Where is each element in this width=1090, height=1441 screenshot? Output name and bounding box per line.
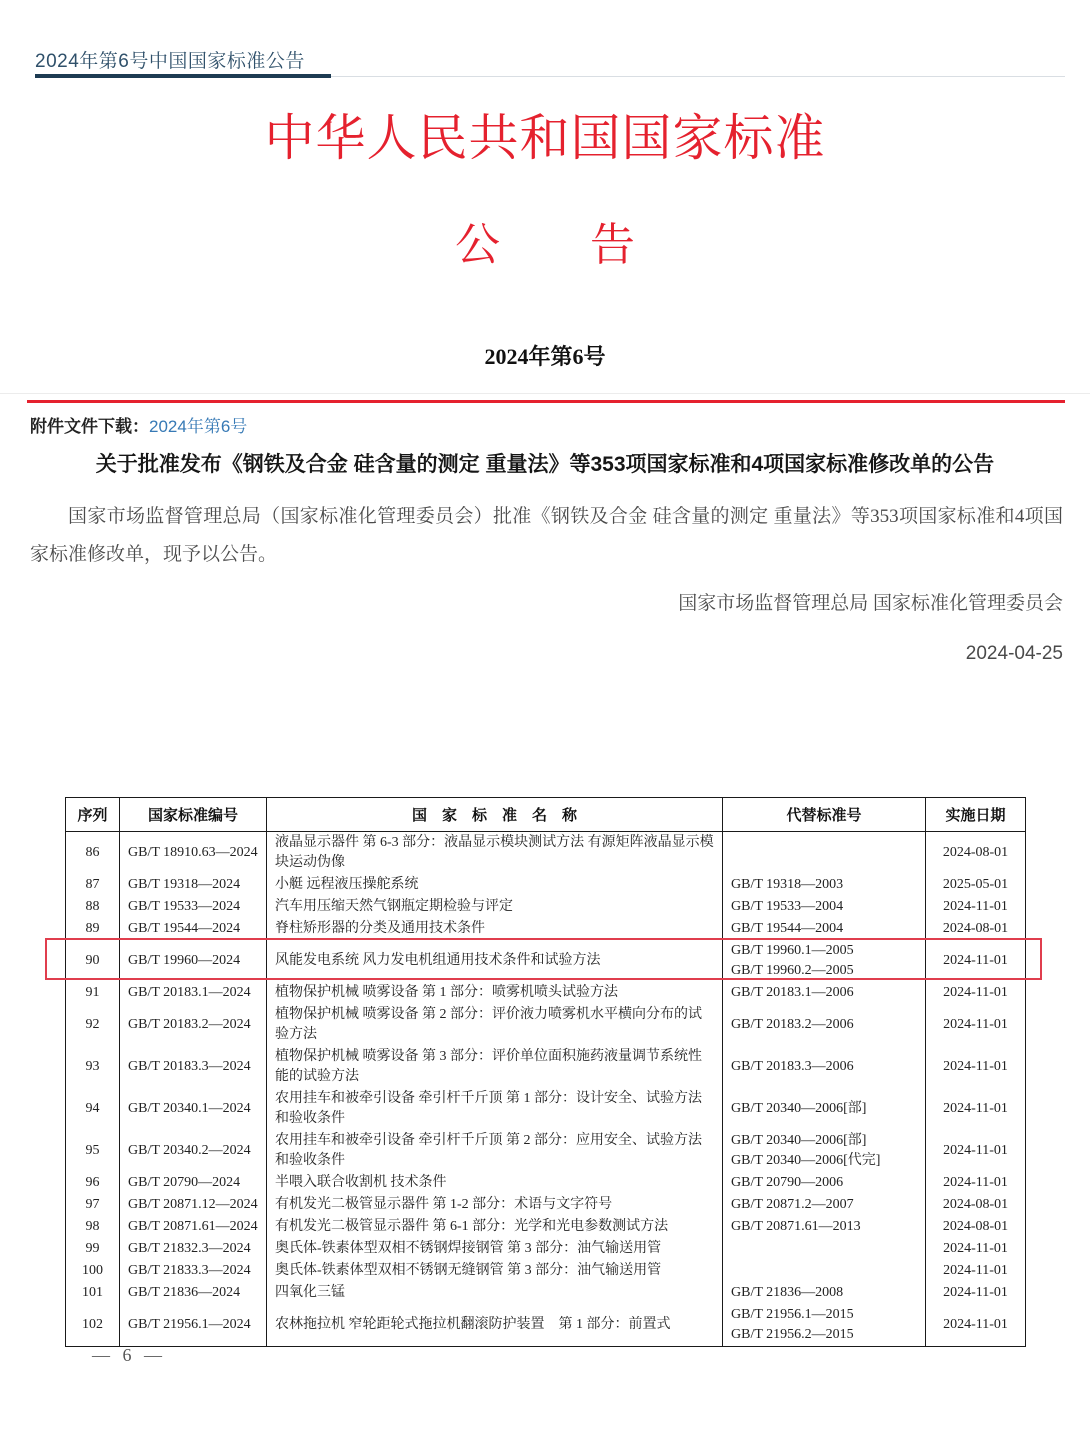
row-seq: 94 [66,1088,120,1130]
replaced-standard: GB/T 20340—2006[部] [731,1101,867,1116]
replaced-standard: GB/T 20871.61—2013 [731,1219,861,1234]
row-name: 植物保护机械 喷雾设备 第 3 部分：评价单位面积施药液量调节系统性能的试验方法 [267,1046,723,1088]
row-date: 2024-11-01 [926,1304,1026,1347]
row-name: 有机发光二极管显示器件 第 1-2 部分：术语与文字符号 [267,1194,723,1216]
row-name: 液晶显示器件 第 6-3 部分：液晶显示模块测试方法 有源矩阵液晶显示模块运动伪像 [267,832,723,875]
row-seq: 101 [66,1282,120,1304]
row-name: 农林拖拉机 窄轮距轮式拖拉机翻滚防护装置 第 1 部分：前置式 [267,1304,723,1347]
replaced-standard: GB/T 21836—2008 [731,1285,844,1300]
row-seq: 96 [66,1172,120,1194]
row-date: 2024-08-01 [926,918,1026,940]
replaced-standard: GB/T 21956.2—2015 [731,1327,854,1342]
col-header-name: 国 家 标 准 名 称 [267,798,723,832]
replaced-standard: GB/T 19960.1—2005 [731,943,854,958]
page-number: — 6 — [92,1345,166,1365]
replaced-standard: GB/T 20183.1—2006 [731,985,854,1000]
replaced-standard: GB/T 20871.2—2007 [731,1197,854,1212]
replaced-standard: GB/T 20340—2006[部] [731,1133,867,1148]
row-date: 2024-11-01 [926,896,1026,918]
col-header-date: 实施日期 [926,798,1026,832]
announcement-date: 2024-04-25 [965,643,1063,664]
replaced-standard: GB/T 19533—2004 [731,899,844,914]
site-header-title: 2024年第6号中国国家标准公告 [35,51,305,72]
table-row [66,1130,1026,1172]
row-replaces [723,982,926,1004]
table-row [66,1004,1026,1046]
row-replaces [723,1130,926,1172]
row-seq: 93 [66,1046,120,1088]
row-seq: 100 [66,1260,120,1282]
row-date: 2024-11-01 [926,1282,1026,1304]
red-divider-rule [27,400,1065,403]
row-seq: 102 [66,1304,120,1347]
row-name: 植物保护机械 喷雾设备 第 2 部分：评价液力喷雾机水平横向分布的试验方法 [267,1004,723,1046]
table-row [66,1238,1026,1260]
row-seq: 95 [66,1130,120,1172]
row-date: 2024-11-01 [926,982,1026,1004]
table-row [66,1046,1026,1088]
row-replaces [723,1194,926,1216]
row-replaces [723,1172,926,1194]
header-underline-accent [35,74,331,78]
replaced-standard: GB/T 19960.2—2005 [731,963,854,978]
row-replaces [723,1304,926,1347]
table-row [66,982,1026,1004]
row-replaces [723,1088,926,1130]
table-row [66,918,1026,940]
table-row [66,1172,1026,1194]
row-code: GB/T 19318—2024 [120,874,267,896]
row-code: GB/T 20183.2—2024 [120,1004,267,1046]
row-name: 奥氏体-铁素体型双相不锈钢焊接钢管 第 3 部分：油气输送用管 [267,1238,723,1260]
row-seq: 97 [66,1194,120,1216]
col-header-seq: 序列 [66,798,120,832]
table-header-row [66,798,1026,832]
replaced-standard: GB/T 19544—2004 [731,921,844,936]
attachment-label: 附件文件下载： [30,417,149,436]
row-name: 半喂入联合收割机 技术条件 [267,1172,723,1194]
row-seq: 87 [66,874,120,896]
row-date: 2024-11-01 [926,1130,1026,1172]
replaced-standard: GB/T 20340—2006[代完] [731,1153,881,1168]
row-date: 2024-11-01 [926,1260,1026,1282]
attachment-line [30,412,247,437]
row-name: 四氧化三锰 [267,1282,723,1304]
replaced-standard: GB/T 20183.2—2006 [731,1017,854,1032]
row-date: 2024-11-01 [926,1046,1026,1088]
row-replaces [723,832,926,875]
row-replaces [723,1260,926,1282]
col-header-code: 国家标准编号 [120,798,267,832]
row-name: 农用挂车和被牵引设备 牵引杆千斤顶 第 1 部分：设计安全、试验方法和验收条件 [267,1088,723,1130]
document-subtitle: 公 告 [454,220,635,270]
row-replaces [723,1282,926,1304]
announcement-heading: 关于批准发布《钢铁及合金 硅含量的测定 重量法》等353项国家标准和4项国家标准修改单的公告 [95,453,995,476]
row-name: 有机发光二极管显示器件 第 6-1 部分：光学和光电参数测试方法 [267,1216,723,1238]
row-seq: 92 [66,1004,120,1046]
row-code: GB/T 19544—2024 [120,918,267,940]
table-row [66,1260,1026,1282]
row-date: 2024-11-01 [926,1004,1026,1046]
row-code: GB/T 20183.3—2024 [120,1046,267,1088]
document-title: 中华人民共和国国家标准 [264,110,826,166]
row-date: 2025-05-01 [926,874,1026,896]
row-name: 小艇 远程液压操舵系统 [267,874,723,896]
row-name: 风能发电系统 风力发电机组通用技术条件和试验方法 [267,940,723,982]
row-replaces [723,896,926,918]
row-seq: 86 [66,832,120,875]
row-replaces [723,918,926,940]
row-replaces [723,940,926,982]
row-code: GB/T 20340.2—2024 [120,1130,267,1172]
replaced-standard: GB/T 21956.1—2015 [731,1307,854,1322]
row-code: GB/T 20871.12—2024 [120,1194,267,1216]
row-seq: 99 [66,1238,120,1260]
row-date: 2024-11-01 [926,940,1026,982]
row-date: 2024-08-01 [926,1216,1026,1238]
row-date: 2024-11-01 [926,1088,1026,1130]
row-code: GB/T 21833.3—2024 [120,1260,267,1282]
row-code: GB/T 19960—2024 [120,940,267,982]
row-code: GB/T 18910.63—2024 [120,832,267,875]
table-row [66,874,1026,896]
row-code: GB/T 20183.1—2024 [120,982,267,1004]
row-replaces [723,874,926,896]
table-row [66,1304,1026,1347]
row-date: 2024-08-01 [926,832,1026,875]
row-date: 2024-08-01 [926,1194,1026,1216]
row-seq: 90 [66,940,120,982]
row-replaces [723,1004,926,1046]
row-code: GB/T 19533—2024 [120,896,267,918]
row-seq: 89 [66,918,120,940]
issue-number: 2024年第6号 [484,344,606,369]
row-code: GB/T 20790—2024 [120,1172,267,1194]
table-row [66,1194,1026,1216]
replaced-standard: GB/T 20790—2006 [731,1175,844,1190]
announcement-body: 国家市场监督管理总局（国家标准化管理委员会）批准《钢铁及合金 硅含量的测定 重量法》等353项国家标准和4项国家标准修改单，现予以公告。 [30,506,1063,565]
table-row [66,1088,1026,1130]
standards-table-wrap [65,797,1026,1347]
row-seq: 98 [66,1216,120,1238]
row-code: GB/T 20340.1—2024 [120,1088,267,1130]
announcement-signature: 国家市场监督管理总局 国家标准化管理委员会 [678,593,1063,614]
row-code: GB/T 21956.1—2024 [120,1304,267,1347]
row-date: 2024-11-01 [926,1172,1026,1194]
standards-table [65,797,1026,1347]
table-row [66,896,1026,918]
row-name: 奥氏体-铁素体型双相不锈钢无缝钢管 第 3 部分：油气输送用管 [267,1260,723,1282]
table-row [66,832,1026,875]
attachment-download-link[interactable]: 2024年第6号 [149,417,248,436]
replaced-standard: GB/T 20183.3—2006 [731,1059,854,1074]
row-seq: 88 [66,896,120,918]
table-row [66,1216,1026,1238]
table-row [66,1282,1026,1304]
row-code: GB/T 21832.3—2024 [120,1238,267,1260]
col-header-replaces: 代替标准号 [723,798,926,832]
row-code: GB/T 20871.61—2024 [120,1216,267,1238]
row-name: 汽车用压缩天然气钢瓶定期检验与评定 [267,896,723,918]
row-name: 农用挂车和被牵引设备 牵引杆千斤顶 第 2 部分：应用安全、试验方法和验收条件 [267,1130,723,1172]
row-replaces [723,1238,926,1260]
row-replaces [723,1046,926,1088]
row-code: GB/T 21836—2024 [120,1282,267,1304]
row-replaces [723,1216,926,1238]
row-name: 植物保护机械 喷雾设备 第 1 部分：喷雾机喷头试验方法 [267,982,723,1004]
row-name: 脊柱矫形器的分类及通用技术条件 [267,918,723,940]
replaced-standard: GB/T 19318—2003 [731,877,844,892]
pre-rule-hairline [0,393,1090,394]
row-seq: 91 [66,982,120,1004]
table-row [66,940,1026,982]
row-date: 2024-11-01 [926,1238,1026,1260]
